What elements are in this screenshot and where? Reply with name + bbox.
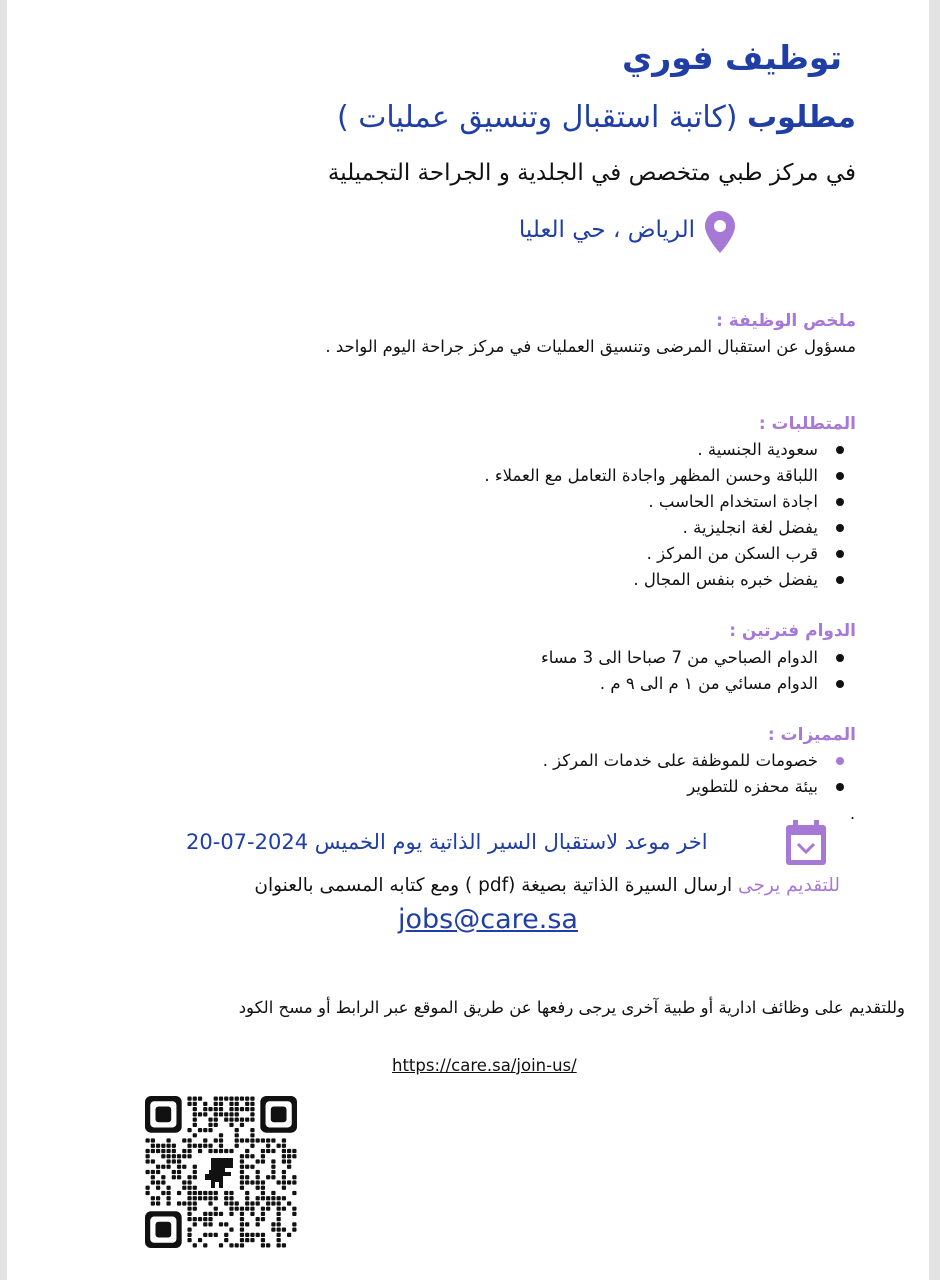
apply-prefix: للتقديم يرجى <box>738 875 840 896</box>
other-jobs-text: وللتقديم على وظائف ادارية أو طبية آخرى يرجى رفعها عن طريق الموقع عبر الرابط أو مسح الكود <box>238 998 905 1017</box>
join-us-link[interactable]: https://care.sa/join-us/ <box>392 1056 577 1075</box>
bullet <box>836 472 844 480</box>
requirements-heading: المتطلبات : <box>758 414 856 434</box>
list-item: يفضل خبره بنفس المجال . <box>484 567 856 593</box>
bullet <box>836 680 844 688</box>
wanted-line <box>337 100 856 135</box>
bullet <box>836 757 844 765</box>
location-text: الرياض ، حي العليا <box>518 217 695 243</box>
stray-dot: . <box>850 804 856 823</box>
calendar-icon <box>784 820 828 866</box>
benefits-list <box>543 748 856 800</box>
list-item: قرب السكن من المركز . <box>484 541 856 567</box>
email-link[interactable]: jobs@care.sa <box>398 904 578 935</box>
list-item: الدوام الصباحي من 7 صباحا الى 3 مساء <box>541 645 856 671</box>
apply-instructions <box>254 875 840 896</box>
wanted-label: مطلوب <box>747 100 856 135</box>
wanted-role: (كاتبة استقبال وتنسيق عمليات ) <box>336 100 738 135</box>
page-title: توظيف فوري <box>622 38 842 77</box>
summary-heading: ملخص الوظيفة : <box>716 311 856 331</box>
left-border <box>0 0 7 1280</box>
requirements-list <box>484 437 856 593</box>
benefits-heading: المميزات : <box>767 725 856 745</box>
summary-text: مسؤول عن استقبال المرضى وتنسيق العمليات في مركز جراحة اليوم الواحد . <box>325 337 856 356</box>
right-border <box>929 0 940 1280</box>
shifts-list <box>541 645 856 697</box>
shifts-heading: الدوام فترتين : <box>729 621 856 641</box>
bullet <box>836 654 844 662</box>
bullet <box>836 576 844 584</box>
list-item: الدوام مسائي من ١ م الى ٩ م . <box>541 671 856 697</box>
list-item: بيئة محفزه للتطوير <box>543 774 856 800</box>
qr-code[interactable] <box>145 1096 297 1248</box>
bullet <box>836 783 844 791</box>
list-item: اجادة استخدام الحاسب . <box>484 489 856 515</box>
bullet <box>836 550 844 558</box>
list-item: اللباقة وحسن المظهر واجادة التعامل مع العملاء . <box>484 463 856 489</box>
list-item: سعودية الجنسية . <box>484 437 856 463</box>
deadline-text: اخر موعد لاستقبال السير الذاتية يوم الخميس 2024-07-20 <box>186 830 708 854</box>
bullet <box>836 498 844 506</box>
center-description: في مركز طبي متخصص في الجلدية و الجراحة التجميلية <box>327 160 856 186</box>
bullet <box>836 446 844 454</box>
list-item: خصومات للموظفة على خدمات المركز . <box>543 748 856 774</box>
location-pin-icon <box>702 209 738 255</box>
apply-text: ارسال السيرة الذاتية بصيغة (pdf ) ومع كتابه المسمى بالعنوان <box>254 875 733 896</box>
bullet <box>836 524 844 532</box>
list-item: يفضل لغة انجليزية . <box>484 515 856 541</box>
